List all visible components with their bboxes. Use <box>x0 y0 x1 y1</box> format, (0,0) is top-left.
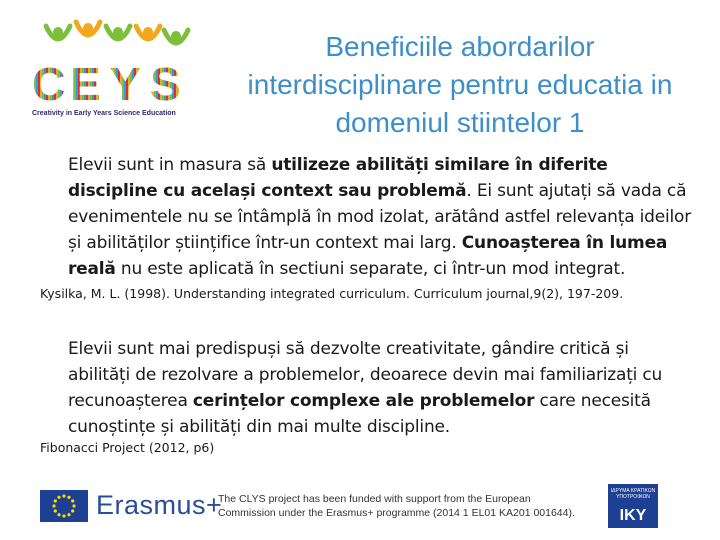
footer <box>0 478 720 540</box>
eu-flag-icon <box>40 490 88 522</box>
ceys-logo-graphic <box>30 18 210 108</box>
logo-letter-c: C <box>32 58 66 108</box>
funding-line-1: The CLYS project has been funded with support from the European <box>218 493 531 505</box>
erasmus-label: Erasmus+ <box>96 490 223 520</box>
paragraph-1-bold-a: utilizeze abilități similare în diferite discipline cu același context sau problemă <box>68 155 608 201</box>
citation-2: Fibonacci Project (2012, p6) <box>40 440 215 455</box>
title-line-3: domeniul stiintelor 1 <box>335 107 585 138</box>
title-line-2: interdisciplinare pentru educatia in <box>247 69 673 100</box>
citation-1: Kysilka, M. L. (1998). Understanding integrated curriculum. Curriculum journal,9(2), 197-209. <box>40 286 624 301</box>
paragraph-1-text-a: Elevii sunt in masura să <box>68 155 272 175</box>
logo-tagline: Creativity in Early Years Science Education <box>32 110 176 117</box>
page-title <box>220 28 700 142</box>
paragraph-1-text-b: . Ei sunt ajutați să vada că evenimentele nu se întâmplă în mod izolat, arătând astfel relevanța ideilor și abilităților științifice într-un context mai larg. <box>68 181 692 253</box>
ceys-logo <box>30 18 210 128</box>
logo-letter-e: E <box>70 58 101 108</box>
paragraph-2 <box>68 336 693 440</box>
paragraph-1 <box>68 152 693 282</box>
paragraph-1-bold-b: Cunoașterea în lumea reală <box>68 233 668 279</box>
logo-letter-s: S <box>150 58 181 108</box>
funding-line-2: Commission under the Erasmus+ programme (2014 1 EL01 KA201 001644). <box>218 507 575 519</box>
funding-notice <box>218 492 588 520</box>
paragraph-2-bold-a: cerințelor complexe ale problemelor <box>192 391 535 411</box>
iky-label: IKY <box>619 507 647 524</box>
iky-logo <box>608 484 658 528</box>
paragraph-2-text-b: care necesită cunoștințe și abilități din mai multe discipline. <box>68 391 651 437</box>
logo-figures <box>46 22 188 43</box>
eu-stars-icon <box>40 490 88 522</box>
iky-subtitle: ΙΔΡΥΜΑ ΚΡΑΤΙΚΩΝ ΥΠΟΤΡΟΦΙΩΝ <box>610 488 656 500</box>
title-line-1: Beneficiile abordarilor <box>325 31 595 62</box>
paragraph-2-text-a: Elevii sunt mai predispuși să dezvolte creativitate, gândire critică și abilități de rezolvare a problemelor, deoarece devin mai familiarizați cu recunoașterea <box>68 339 663 411</box>
logo-letter-y: Y <box>110 58 141 108</box>
paragraph-1-text-c: nu este aplicată în sectiuni separate, ci într-un mod integrat. <box>115 259 626 279</box>
